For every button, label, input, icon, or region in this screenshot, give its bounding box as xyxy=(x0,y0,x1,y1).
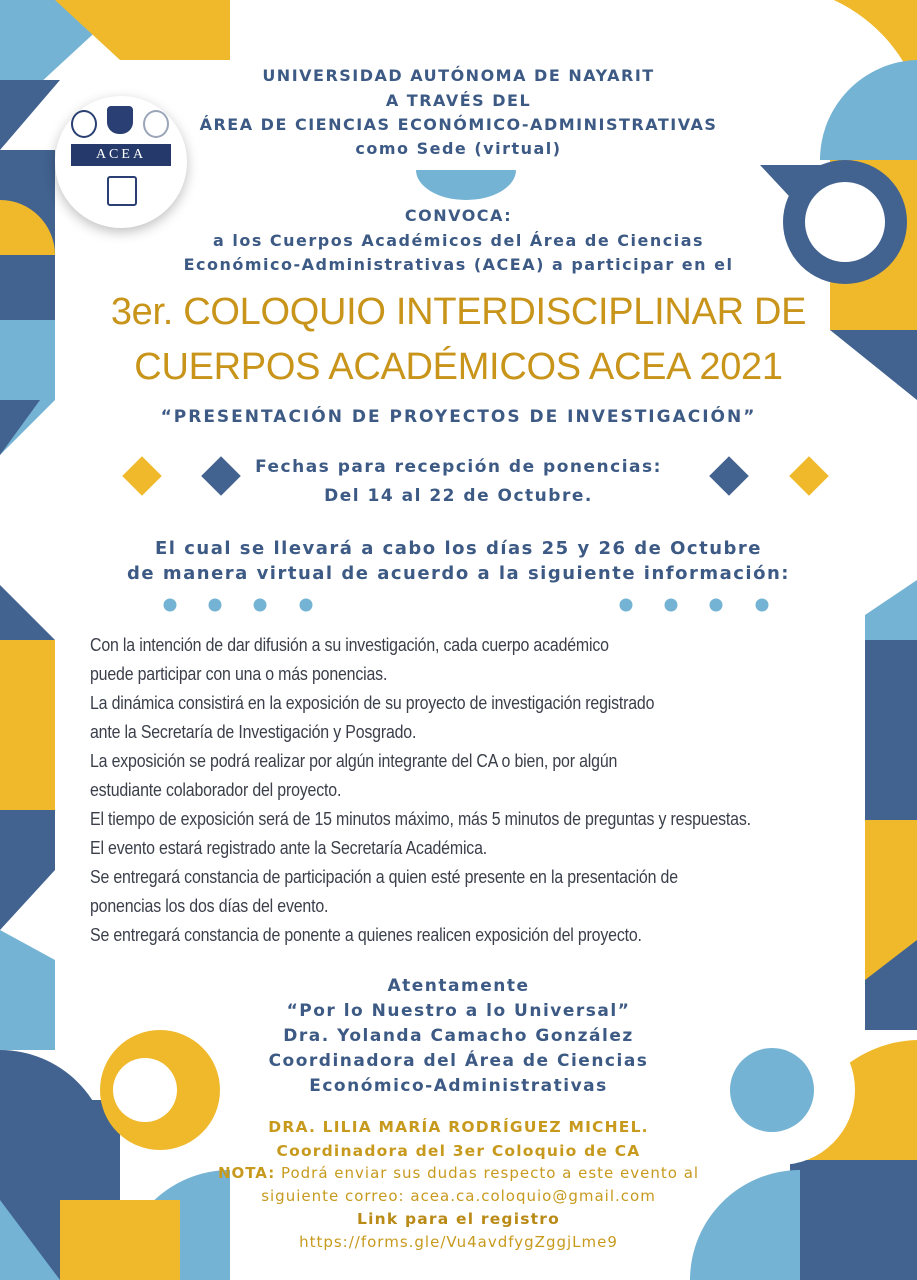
registration-link[interactable]: https://forms.gle/Vu4avdfygZggjLme9 xyxy=(299,1233,618,1251)
bg-shape xyxy=(416,170,516,200)
info-line: La exposición se podrá realizar por algún integrante del CA o bien, por algún xyxy=(90,750,618,771)
info-line: La dinámica consistirá en la exposición de su proyecto de investigación registrado xyxy=(90,692,655,713)
dot-row-left xyxy=(164,599,313,612)
note-label: NOTA: xyxy=(217,1164,276,1182)
dates-range: Del 14 al 22 de Octubre. xyxy=(324,486,593,506)
signature-closing: Atentamente xyxy=(387,976,530,996)
organizer-name: DRA. LILIA MARÍA RODRÍGUEZ MICHEL. xyxy=(268,1118,649,1136)
info-line: El tiempo de exposición será de 15 minutos máximo, más 5 minutos de preguntas y respuestas. xyxy=(90,808,751,829)
bg-shape xyxy=(865,580,917,640)
info-line: estudiante colaborador del proyecto. xyxy=(90,779,342,800)
header-university: UNIVERSIDAD AUTÓNOMA DE NAYARIT xyxy=(262,66,655,85)
registration-label: Link para el registro xyxy=(357,1210,560,1228)
header-area: ÁREA DE CIENCIAS ECONÓMICO-ADMINISTRATIVAS xyxy=(199,115,718,134)
convoca-heading: CONVOCA: xyxy=(404,206,513,225)
bg-shape xyxy=(0,585,55,640)
schedule-line-1: El cual se llevará a cabo los días 25 y 26 de Octubre xyxy=(154,538,762,559)
info-line: ponencias los dos días del evento. xyxy=(90,895,329,916)
event-title-line-2: CUERPOS ACADÉMICOS ACEA 2021 xyxy=(134,346,783,388)
schedule-line-2: de manera virtual de acuerdo a la siguiente información: xyxy=(127,563,790,584)
signature-name: Dra. Yolanda Camacho González xyxy=(283,1026,634,1046)
header-venue: como Sede (virtual) xyxy=(355,139,562,158)
bg-shape xyxy=(865,640,917,820)
info-line: puede participar con una o más ponencias. xyxy=(90,663,388,684)
note-text-1: Podrá enviar sus dudas respecto a este evento al xyxy=(275,1164,700,1182)
info-line: Se entregará constancia de ponente a quienes realicen exposición del proyecto. xyxy=(90,924,642,945)
dot-row-right xyxy=(620,599,769,612)
info-line: El evento estará registrado ante la Secretaría Académica. xyxy=(90,837,488,858)
header-via: A TRAVÉS DEL xyxy=(385,91,532,110)
acea-banner: ACEA xyxy=(71,144,171,166)
event-title-line-1: 3er. COLOQUIO INTERDISCIPLINAR DE xyxy=(110,291,807,333)
signature-role-1: Coordinadora del Área de Ciencias xyxy=(268,1051,649,1071)
info-line: Se entregará constancia de participación a quien esté presente en la presentación de xyxy=(90,866,678,887)
signature-motto: “Por lo Nuestro a lo Universal” xyxy=(286,1001,631,1021)
note-text-2: siguiente correo: acea.ca.coloquio@gmail.com xyxy=(261,1187,656,1205)
convoca-line-1: a los Cuerpos Académicos del Área de Ciencias xyxy=(212,231,705,250)
organizer-role: Coordinadora del 3er Coloquio de CA xyxy=(276,1142,641,1160)
crest-icon xyxy=(107,176,137,206)
note-line-1 xyxy=(0,1164,917,1182)
convoca-line-2: Económico-Administrativas (ACEA) a participar en el xyxy=(183,255,734,274)
event-subtitle: “PRESENTACIÓN DE PROYECTOS DE INVESTIGACIÓN” xyxy=(160,407,757,427)
info-line: Con la intención de dar difusión a su investigación, cada cuerpo académico xyxy=(90,634,609,655)
bg-shape xyxy=(0,810,55,930)
info-line: ante la Secretaría de Investigación y Posgrado. xyxy=(90,721,417,742)
signature-role-2: Económico-Administrativas xyxy=(309,1076,608,1096)
dates-label: Fechas para recepción de ponencias: xyxy=(255,457,662,477)
bg-shape xyxy=(0,640,55,810)
